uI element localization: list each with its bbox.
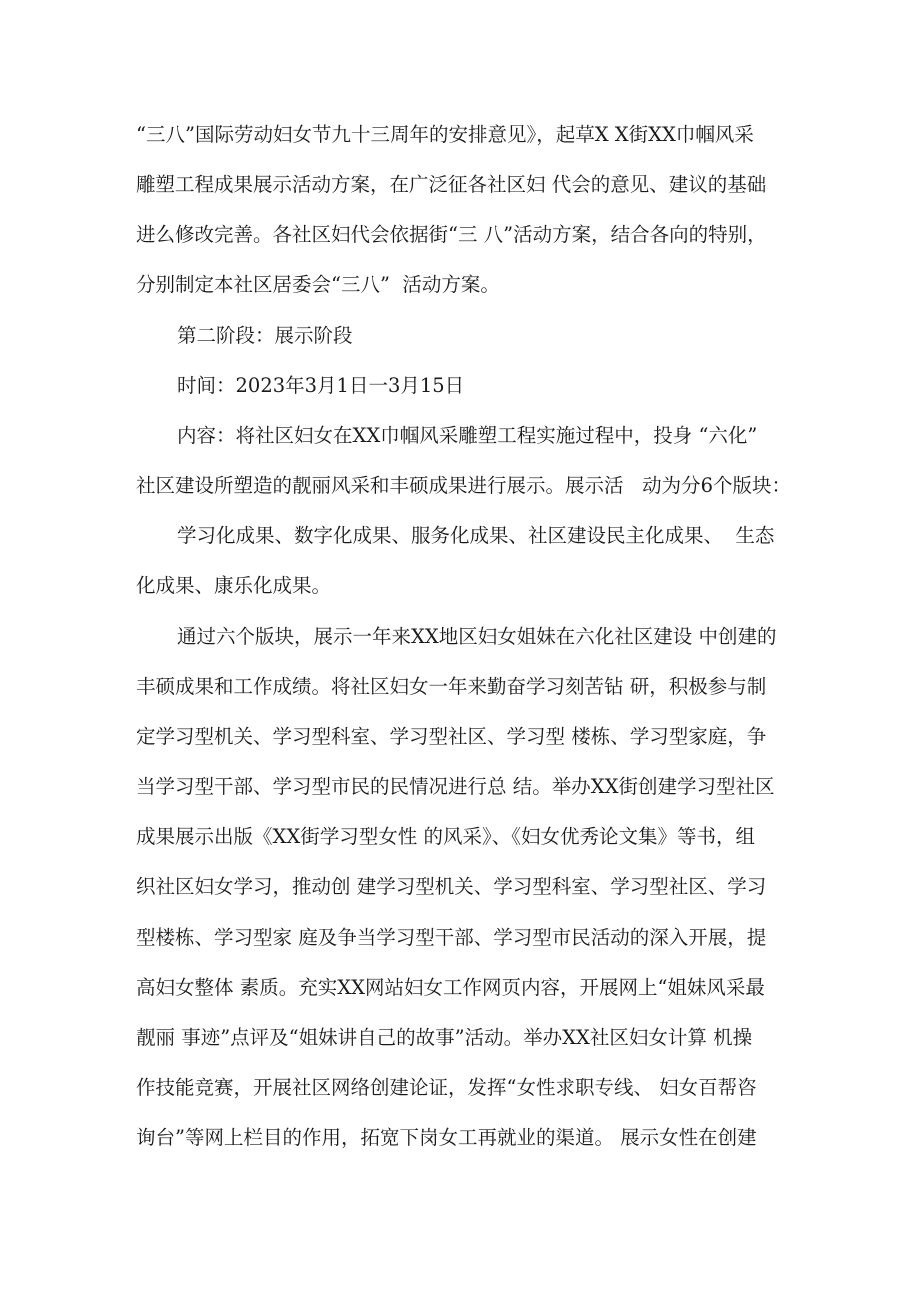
text-line: 织社区妇女学习，推动创 建学习型机关、学习型科室、学习型社区、学习 (136, 875, 767, 898)
text-line: 丰硕成果和工作成绩。将社区妇女一年来勤奋学习刻苦钻 研，积极参与制 (136, 675, 767, 698)
text-line: 通过六个版块，展示一年来XX地区妇女姐妹在六化社区建设 中创建的 (177, 625, 777, 648)
text-line: 学习化成果、数字化成果、服务化成果、社区建设民主化成果、 生态 (177, 524, 775, 547)
text-line: “三八”国际劳动妇女节九十三周年的安排意见》，起草X X街XX巾帼风采 (136, 123, 754, 146)
text-line: 定学习型机关、学习型科室、学习型社区、学习型 楼栋、学习型家庭，争 (136, 725, 767, 748)
text-line: 询台”等网上栏目的作用，拓宽下岗女工再就业的渠道。 展示女性在创建 (136, 1126, 757, 1149)
date-line: 时间：2023年3月1日一3月15日 (177, 374, 465, 397)
text-line: 靓丽 事迹”点评及“姐妹讲自己的故事”活动。举办XX社区妇女计算 机操 (136, 1026, 753, 1049)
text-line: 作技能竞赛，开展社区网络创建论证，发挥“女性求职专线、 妇女百帮咨 (136, 1076, 757, 1099)
text-line: 进么修改完善。各社区妇代会依据街“三 八”活动方案，结合各向的特别， (136, 223, 767, 246)
text-line: 社区建设所塑造的靓丽风采和丰硕成果进行展示。展示活 动为分6个版块： (136, 474, 792, 497)
text-line: 成果展示出版《XX街学习型女性 的风采》、《妇女优秀论文集》等书，组 (136, 825, 755, 848)
text-line: 分别制定本社区居委会“三八” 活动方案。 (136, 273, 500, 296)
text-line: 当学习型干部、学习型市民的民情况进行总 结。举办XX街创建学习型社区 (136, 775, 775, 798)
text-line: 型楼栋、学习型家 庭及争当学习型干部、学习型市民活动的深入开展，提 (136, 926, 767, 949)
section-heading: 第二阶段：展示阶段 (177, 324, 353, 347)
text-line: 内容：将社区妇女在XX巾帼风采雕塑工程实施过程中，投身 “六化” (177, 424, 758, 447)
text-line: 高妇女整体 素质。充实XX网站妇女工作网页内容，开展网上“姐妹风采最 (136, 976, 765, 999)
text-line: 雕塑工程成果展示活动方案，在广泛征各社区妇 代会的意见、建议的基础 (136, 173, 767, 196)
text-line: 化成果、康乐化成果。 (136, 574, 332, 597)
